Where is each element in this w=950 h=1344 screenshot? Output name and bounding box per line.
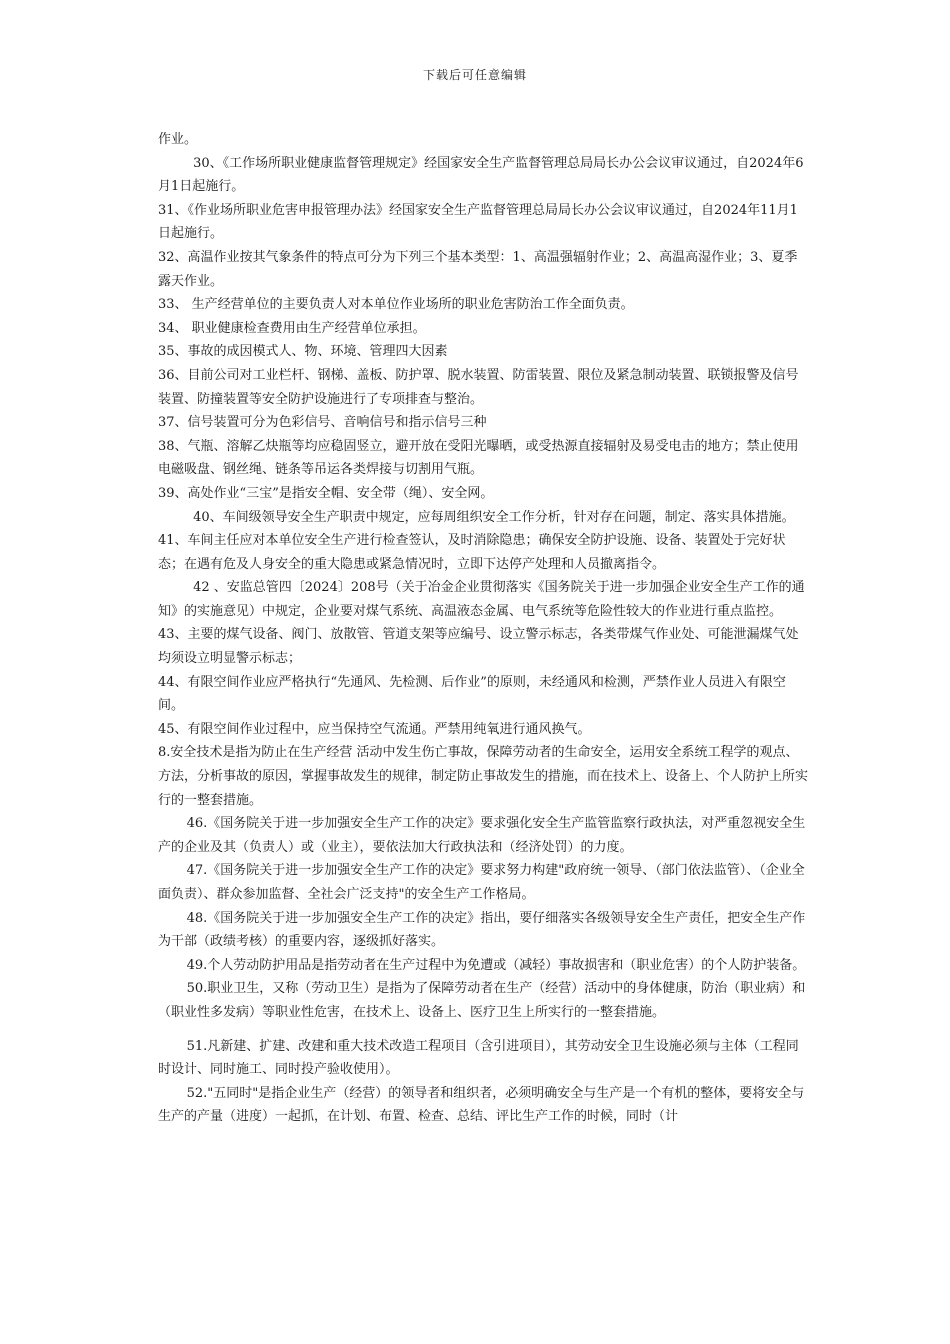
paragraph: 40、车间级领导安全生产职责中规定，应每周组织安全工作分析，针对存在问题，制定、落实具体措施。 [193,509,795,525]
paragraph: 33、 生产经营单位的主要负责人对本单位作业场所的职业危害防治工作全面负责。 [158,297,634,313]
paragraph: 47.《国务院关于进一步加强安全生产工作的决定》要求努力构建"政府统一领导、（部门依法监管）、（企业全面负责）、群众参加监督、全社会广泛支持"的安全生产工作格局。 [158,863,805,902]
paragraph: 42 、安监总管四〔2024〕208号（关于冶金企业贯彻落实《国务院关于进一步加强企业安全生产工作的通知》的实施意见）中规定，企业要对煤气系统、高温液态金属、电气系统等危险性较大的作业进行重点监控。 [158,580,805,619]
page-header: 下载后可任意编辑 [422,68,527,82]
paragraph: 8.安全技术是指为防止在生产经营 活动中发生伤亡事故，保障劳动者的生命安全，运用安全系统工程学的观点、方法，分析事故的原因，掌握事故发生的规律，制定防止事故发生的措施，而在技术上、设备上、个人防护上所实行的一整套措施。 [158,745,809,808]
paragraph: 51.凡新建、扩建、改建和重大技术改造工程项目（含引进项目），其劳动安全卫生设施必须与主体（工程同时设计、同时施工、同时投产验收使用）。 [158,1038,799,1078]
paragraph: 46.《国务院关于进一步加强安全生产工作的决定》要求强化安全生产监管监察行政执法，对严重忽视安全生产的企业及其（负责人）或（业主），要依法加大行政执法和（经济处罚）的力度。 [158,816,806,855]
paragraph: 49.个人劳动防护用品是指劳动者在生产过程中为免遭或（减轻）事故损害和（职业危害）的个人防护装备。 [186,957,806,973]
paragraph: 30、《工作场所职业健康监督管理规定》经国家安全生产监督管理总局局长办公会议审议通过，自2024年6月1日起施行。 [158,155,804,195]
paragraph: 52."五同时"是指企业生产（经营）的领导者和组织者，必须明确安全与生产是一个有机的整体，要将安全与生产的产量（进度）一起抓，在计划、布置、检查、总结、评比生产工作的时候，同时（计 [158,1085,805,1125]
paragraph: 44、有限空间作业应严格执行“先通风、先检测、后作业”的原则，未经通风和检测，严禁作业人员进入有限空间。 [158,674,786,714]
paragraph: 31、《作业场所职业危害申报管理办法》经国家安全生产监督管理总局局长办公会议审议通过，自2024年11月1日起施行。 [158,202,798,242]
paragraph: 37、信号装置可分为色彩信号、音响信号和指示信号三种 [158,415,487,431]
paragraph: 作业。 [158,132,198,147]
paragraph: 36、目前公司对工业栏杆、钢梯、盖板、防护罩、脱水装置、防雷装置、限位及紧急制动装置、联锁报警及信号装置、防撞装置等安全防护设施进行了专项排查与整治。 [158,367,799,407]
paragraph: 35、事故的成因模式人、物、环境、管理四大因素 [158,344,448,360]
paragraph: 41、车间主任应对本单位安全生产进行检查签认，及时消除隐患；确保安全防护设施、设备、装置处于完好状态；在遇有危及人身安全的重大隐患或紧急情况时，立即下达停产处理和人员撤离指令。 [158,533,786,572]
paragraph: 32、高温作业按其气象条件的特点可分为下列三个基本类型：1、高温强辐射作业；2、高温高湿作业；3、夏季露天作业。 [158,249,798,289]
paragraph: 50.职业卫生，又称（劳动卫生）是指为了保障劳动者在生产（经营）活动中的身体健康，防治（职业病）和（职业性多发病）等职业性危害，在技术上、设备上、医疗卫生上所实行的一整套措施。 [158,981,806,1020]
paragraph: 48.《国务院关于进一步加强安全生产工作的决定》指出，要仔细落实各级领导安全生产责任，把安全生产作为干部（政绩考核）的重要内容，逐级抓好落实。 [158,910,806,950]
document-body [158,128,808,1129]
paragraph: 39、高处作业“三宝”是指安全帽、安全带（绳）、安全网。 [158,485,494,501]
paragraph: 45、有限空间作业过程中，应当保持空气流通。严禁用纯氧进行通风换气。 [158,721,591,737]
paragraph: 34、 职业健康检查费用由生产经营单位承担。 [158,320,426,336]
paragraph: 43、主要的煤气设备、阀门、放散管、管道支架等应编号、设立警示标志，各类带煤气作业处、可能泄漏煤气处均须设立明显警示标志； [158,627,799,667]
paragraph: 38、气瓶、溶解乙炔瓶等均应稳固竖立，避开放在受阳光曝晒，或受热源直接辐射及易受电击的地方；禁止使用电磁吸盘、钢丝绳、链条等吊运各类焊接与切割用气瓶。 [158,438,799,478]
